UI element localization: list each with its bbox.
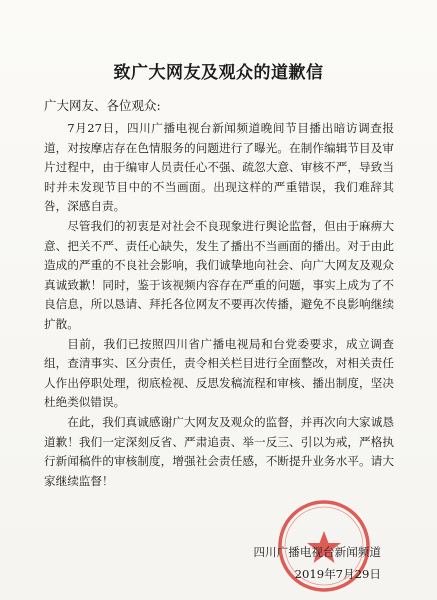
signature-date: 2019年7月29日 bbox=[294, 567, 381, 581]
letter-body bbox=[44, 119, 394, 491]
salutation: 广大网友、各位观众: bbox=[44, 98, 161, 113]
paragraph-2: 尽管我们的初衷是对社会不良现象进行舆论监督，但由于麻痹大意、把关不严、责任心缺失，发生了播出不当画面的播出。对于由此造成的严重的不良社会影响，我们诚挚地向社会、向广大网友及观众真诚致歉！同时，鉴于该视频内容存在严重的问题，事实上成为了不良信息，所以恳请、拜托各位网友不要再次传播，避免不良影响继续扩散。 bbox=[44, 218, 394, 331]
paragraph-3: 目前，我们已按照四川省广播电视局和台党委要求，成立调查组，查清事实、区分责任，责令相关栏目进行全面整改，对相关责任人作出停职处理，彻底检视、反思发稿流程和审核、播出制度，坚决杜绝类似错误。 bbox=[44, 336, 394, 410]
paragraph-4: 在此，我们真诚感谢广大网友及观众的监督，并再次向大家诚恳道歉！我们一定深刻反省、严肃追责、举一反三、引以为戒，严格执行新闻稿件的审核制度，增强社会责任感，不断提升业务水平。请大家继续监督！ bbox=[44, 414, 394, 488]
paragraph-1: 7月27日，四川广播电视台新闻频道晚间节目播出暗访调查报道，对按摩店存在色情服务的问题进行了曝光。在制作编辑节目及审片过程中，由于编审人员责任心不强、疏忽大意、审核不严，导致当时并未发现节目中的不当画面。出现这样的严重错误，我们难辞其咎，深感自责。 bbox=[44, 121, 394, 214]
signature-block bbox=[253, 541, 381, 585]
letter-title: 致广大网友及观众的道歉信 bbox=[113, 63, 324, 83]
signature-organization: 四川广播电视台新闻频道 bbox=[253, 545, 381, 559]
